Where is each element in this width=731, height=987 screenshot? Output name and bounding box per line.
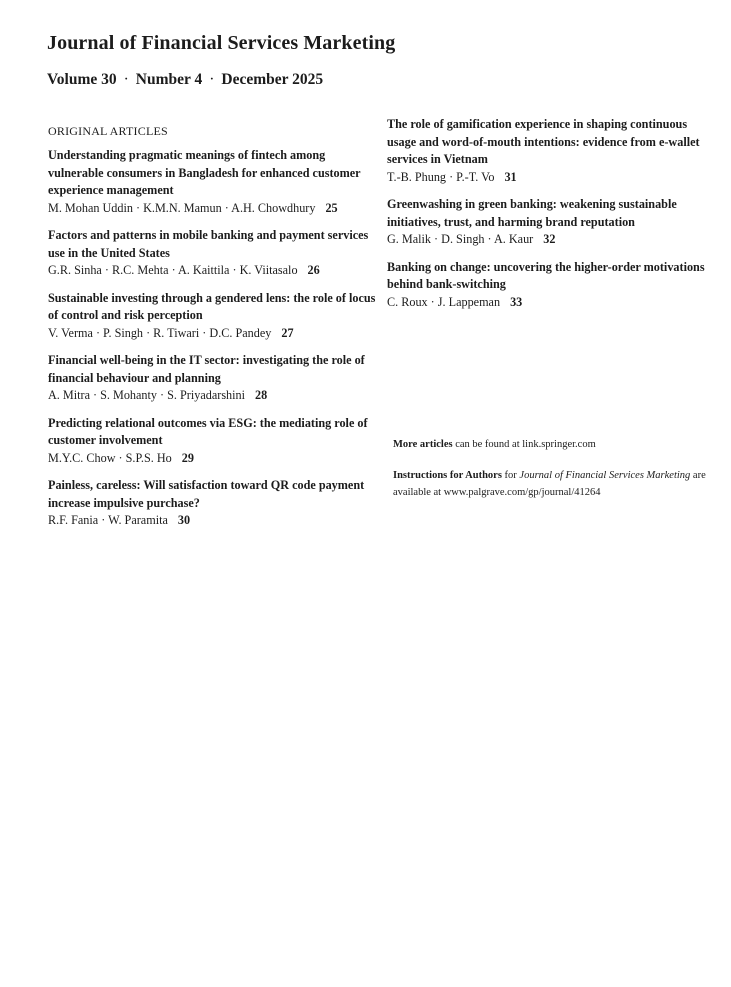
page-number: 28 — [255, 388, 268, 402]
instructions-for: for — [504, 470, 517, 481]
article-authors — [48, 512, 378, 530]
authors-text: C. Roux · J. Lappeman — [387, 294, 501, 309]
article-authors — [48, 262, 378, 280]
instructions-label: Instructions for Authors — [393, 470, 502, 481]
article-authors — [387, 231, 717, 249]
article-authors — [48, 450, 378, 468]
volume-label: Volume 30 — [47, 71, 117, 88]
article-authors — [387, 294, 717, 312]
article-title[interactable]: Understanding pragmatic meanings of fintech among vulnerable consumers in Bangladesh for enhanced customer experience management — [48, 148, 361, 197]
authors-text: A. Mitra · S. Mohanty · S. Priyadarshini — [48, 388, 246, 402]
page-number: 29 — [181, 450, 194, 465]
article-title[interactable]: Sustainable investing through a gendered lens: the role of locus of control and risk perception — [48, 290, 376, 322]
article-entry[interactable] — [48, 415, 378, 468]
article-title[interactable]: The role of gamification experience in shaping continuous usage and word-of-mouth intentions: evidence from e-wallet services in Vietnam — [387, 117, 700, 166]
article-entry[interactable] — [48, 477, 378, 530]
right-column — [387, 116, 717, 321]
article-title[interactable]: Predicting relational outcomes via ESG: the mediating role of customer involvement — [48, 415, 368, 447]
page-number: 30 — [177, 513, 191, 527]
issue-date: December 2025 — [221, 71, 324, 88]
article-authors — [387, 169, 717, 187]
article-title[interactable]: Financial well-being in the IT sector: investigating the role of financial behaviour and planning — [48, 353, 365, 385]
page-number: 27 — [281, 325, 294, 340]
section-heading: ORIGINAL ARTICLES — [48, 124, 168, 138]
article-title[interactable]: Banking on change: uncovering the higher-order motivations behind bank-switching — [387, 259, 705, 291]
article-title[interactable]: Factors and patterns in mobile banking and payment services use in the United States — [48, 228, 369, 260]
article-entry[interactable] — [48, 352, 378, 405]
article-entry[interactable] — [48, 227, 378, 280]
article-entry[interactable] — [387, 116, 717, 186]
authors-text: R.F. Fania · W. Paramita — [48, 513, 168, 527]
page-number: 26 — [307, 263, 320, 277]
page-number: 32 — [543, 232, 556, 246]
authors-text: G.R. Sinha · R.C. Mehta · A. Kaittila · K. Viitasalo — [48, 263, 298, 277]
article-entry[interactable] — [48, 147, 378, 217]
authors-text: G. Malik · D. Singh · A. Kaur — [387, 232, 534, 246]
more-articles-note — [393, 436, 713, 453]
page-number: 25 — [325, 200, 338, 215]
more-articles-text[interactable]: can be found at link.springer.com — [455, 439, 596, 450]
instructions-journal: Journal of Financial Services Marketing — [519, 470, 691, 481]
article-entry[interactable] — [387, 259, 717, 312]
more-articles-label: More articles — [393, 439, 453, 450]
left-column — [48, 124, 378, 540]
authors-text: V. Verma · P. Singh · R. Tiwari · D.C. Pandey — [48, 325, 272, 340]
separator: · — [123, 71, 129, 88]
page-number: 31 — [504, 169, 517, 184]
article-authors — [48, 325, 378, 343]
issue-line — [47, 71, 323, 89]
article-entry[interactable] — [48, 290, 378, 343]
article-authors — [48, 387, 378, 405]
page-number: 33 — [510, 294, 523, 309]
article-title[interactable]: Greenwashing in green banking: weakening sustainable initiatives, trust, and harming brand reputation — [387, 197, 677, 229]
article-title[interactable]: Painless, careless: Will satisfaction toward QR code payment increase impulsive purchase? — [48, 478, 365, 510]
instructions-text[interactable]: are available at www.palgrave.com/gp/journal/41264 — [393, 470, 706, 498]
number-label: Number 4 — [135, 71, 203, 88]
authors-text: M.Y.C. Chow · S.P.S. Ho — [48, 450, 172, 465]
article-authors — [48, 200, 378, 218]
instructions-note — [393, 467, 713, 501]
journal-title: Journal of Financial Services Marketing — [47, 32, 396, 54]
separator: · — [209, 71, 215, 88]
authors-text: T.-B. Phung · P.-T. Vo — [387, 169, 495, 184]
article-entry[interactable] — [387, 196, 717, 249]
authors-text: M. Mohan Uddin · K.M.N. Mamun · A.H. Chowdhury — [48, 200, 316, 215]
